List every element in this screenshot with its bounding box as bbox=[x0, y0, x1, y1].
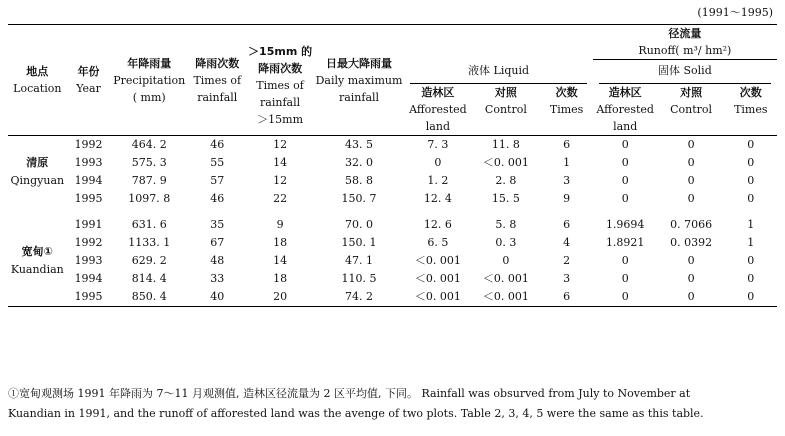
table-cell: 0. 7066 bbox=[670, 218, 713, 231]
table-cell: 6. 5 bbox=[427, 236, 449, 249]
table-cell: 12. 4 bbox=[423, 192, 452, 205]
table-cell: ＜0. 001 bbox=[482, 156, 529, 169]
table-cell: 110. 5 bbox=[341, 272, 377, 285]
table-row bbox=[8, 270, 777, 288]
table-cell: 0 bbox=[687, 138, 695, 151]
footnote: ①宽甸观测场 1991 年降雨为 7～11 月观测值, 造林区径流量为 2 区平均值, 下同。 Rainfall was obsurved from July to November at Kuandian in 1991, and the runoff of afforested land was the avenge of two plots. Table 2, 3, 4, 5 were the same as this table. bbox=[8, 387, 704, 420]
table-cell: 47. 1 bbox=[345, 254, 373, 267]
table-cell: 1991 bbox=[74, 218, 103, 231]
table-cell: 0 bbox=[621, 138, 629, 151]
table-cell: 629. 2 bbox=[131, 254, 167, 267]
table-cell: ＜0. 001 bbox=[482, 290, 529, 303]
table-cell: 150. 1 bbox=[341, 236, 377, 249]
table-row bbox=[8, 136, 777, 154]
table-cell: 40 bbox=[210, 290, 225, 303]
table-cell: 12 bbox=[273, 174, 288, 187]
table-cell: 57 bbox=[210, 174, 225, 187]
table-cell: 0 bbox=[434, 156, 442, 169]
table-cell: 1097. 8 bbox=[128, 192, 171, 205]
table-cell: 74. 2 bbox=[345, 290, 373, 303]
table-row bbox=[8, 190, 777, 208]
table-cell: 48 bbox=[210, 254, 225, 267]
table-cell: 0 bbox=[687, 290, 695, 303]
table-cell: 1 bbox=[747, 218, 755, 231]
table-cell: 3 bbox=[563, 272, 571, 285]
table-cell: 14 bbox=[273, 254, 288, 267]
table-row bbox=[8, 154, 777, 172]
table-cell: 11. 8 bbox=[491, 138, 520, 151]
table-cell: 787. 9 bbox=[131, 174, 167, 187]
table-cell: 464. 2 bbox=[131, 138, 167, 151]
table-cell: ＜0. 001 bbox=[414, 290, 461, 303]
table-cell: 1. 2 bbox=[427, 174, 449, 187]
table-cell: 0 bbox=[621, 174, 629, 187]
table-cell: 35 bbox=[210, 218, 225, 231]
table-cell: 43. 5 bbox=[345, 138, 373, 151]
table-cell: 0. 3 bbox=[495, 236, 517, 249]
table-cell: 2 bbox=[563, 254, 571, 267]
table-cell: 0 bbox=[747, 174, 755, 187]
table-row bbox=[8, 288, 777, 307]
table-cell: 9 bbox=[563, 192, 571, 205]
solid-header: 固体 Solid bbox=[593, 60, 777, 85]
times-header: 降雨次数 Times of rainfall bbox=[193, 56, 242, 104]
table-cell: ＜0. 001 bbox=[482, 272, 529, 285]
table-cell: 1995 bbox=[74, 192, 103, 205]
table-cell: 18 bbox=[273, 236, 288, 249]
table-cell: 1.8921 bbox=[605, 236, 645, 249]
table-row bbox=[8, 216, 777, 234]
table-cell: 2. 8 bbox=[495, 174, 517, 187]
location-header: 地点 Location bbox=[13, 65, 62, 95]
table-cell: 0 bbox=[621, 192, 629, 205]
table-row bbox=[8, 234, 777, 252]
table-cell: 0 bbox=[747, 272, 755, 285]
table-cell: 0 bbox=[621, 254, 629, 267]
table-cell: 150. 7 bbox=[341, 192, 377, 205]
table-cell: 0 bbox=[687, 254, 695, 267]
table-cell: 46 bbox=[210, 192, 225, 205]
table-cell: 1994 bbox=[74, 272, 103, 285]
table-cell: 32. 0 bbox=[345, 156, 373, 169]
table-cell: 0 bbox=[621, 156, 629, 169]
solid-control-header: 对照 Control bbox=[670, 86, 713, 116]
table-cell: 0. 0392 bbox=[670, 236, 713, 249]
table-cell: 0 bbox=[687, 272, 695, 285]
table-cell: 0 bbox=[747, 192, 755, 205]
header-row-1 bbox=[8, 25, 777, 60]
table-cell: 3 bbox=[563, 174, 571, 187]
table-cell: 0 bbox=[621, 272, 629, 285]
table-cell: 0 bbox=[747, 138, 755, 151]
table-cell: 0 bbox=[747, 156, 755, 169]
table-row bbox=[8, 172, 777, 190]
table-cell: 22 bbox=[273, 192, 288, 205]
table-cell: 70. 0 bbox=[345, 218, 373, 231]
year-range: (1991～1995) bbox=[697, 6, 773, 19]
table-cell: 1994 bbox=[74, 174, 103, 187]
table-cell: 9 bbox=[276, 218, 284, 231]
table-cell: 14 bbox=[273, 156, 288, 169]
table-cell: 1993 bbox=[74, 254, 103, 267]
table-cell: 0 bbox=[687, 174, 695, 187]
table-cell: 0 bbox=[687, 192, 695, 205]
table-cell: 58. 8 bbox=[345, 174, 373, 187]
table-cell: 0 bbox=[747, 254, 755, 267]
liquid-header: 液体 Liquid bbox=[404, 60, 592, 85]
precip-header: 年降雨量 Precipitation ( mm) bbox=[113, 56, 186, 104]
table-cell: 55 bbox=[210, 156, 225, 169]
table-cell: 631. 6 bbox=[131, 218, 167, 231]
table-cell: 18 bbox=[273, 272, 288, 285]
table-cell: 46 bbox=[210, 138, 225, 151]
table-cell: 850. 4 bbox=[131, 290, 167, 303]
table-cell: 12. 6 bbox=[423, 218, 452, 231]
location-cell: 清原 Qingyuan bbox=[10, 156, 65, 187]
table-cell: 1992 bbox=[74, 236, 103, 249]
runoff-table bbox=[8, 24, 777, 307]
table-cell: 15. 5 bbox=[491, 192, 520, 205]
table-cell: 1.9694 bbox=[605, 218, 645, 231]
table-cell: 12 bbox=[273, 138, 288, 151]
table-row bbox=[8, 252, 777, 270]
solid-afforested-header: 造林区 Afforested land bbox=[596, 86, 654, 133]
table-cell: 33 bbox=[210, 272, 225, 285]
table-cell: 67 bbox=[210, 236, 225, 249]
table-cell: 5. 8 bbox=[495, 218, 517, 231]
solid-times-header: 次数 Times bbox=[734, 86, 768, 116]
liquid-afforested-header: 造林区 Afforested land bbox=[409, 86, 467, 133]
table-cell: 1993 bbox=[74, 156, 103, 169]
table-cell: ＜0. 001 bbox=[414, 272, 461, 285]
table-cell: 0 bbox=[502, 254, 510, 267]
liquid-control-header: 对照 Control bbox=[484, 86, 527, 116]
table-cell: 6 bbox=[563, 138, 571, 151]
table-cell: 6 bbox=[563, 218, 571, 231]
table-cell: 1992 bbox=[74, 138, 103, 151]
table-cell: 6 bbox=[563, 290, 571, 303]
table-cell: 1133. 1 bbox=[128, 236, 171, 249]
table-cell: 1 bbox=[563, 156, 571, 169]
table-cell: 7. 3 bbox=[427, 138, 449, 151]
year-header: 年份 Year bbox=[76, 65, 101, 95]
table-cell: 1 bbox=[747, 236, 755, 249]
table-cell: ＜0. 001 bbox=[414, 254, 461, 267]
kuandian-group bbox=[8, 216, 777, 307]
table-cell: 20 bbox=[273, 290, 288, 303]
gt15-header: ＞15mm 的 降雨次数 Times of rainfall ＞15mm bbox=[248, 44, 313, 126]
table-cell: 1995 bbox=[74, 290, 103, 303]
table-cell: 4 bbox=[563, 236, 571, 249]
location-cell: 宽甸① Kuandian bbox=[10, 245, 64, 276]
table-cell: 0 bbox=[747, 290, 755, 303]
daily-max-header: 日最大降雨量 Daily maximum rainfall bbox=[315, 56, 403, 104]
qingyuan-group bbox=[8, 136, 777, 208]
table-cell: 0 bbox=[621, 290, 629, 303]
liquid-times-header: 次数 Times bbox=[549, 86, 584, 116]
table-cell: 575. 3 bbox=[131, 156, 167, 169]
runoff-header: 径流量 Runoff( m³/ hm²) bbox=[593, 25, 777, 60]
table-cell: 0 bbox=[687, 156, 695, 169]
table-cell: 814. 4 bbox=[131, 272, 167, 285]
